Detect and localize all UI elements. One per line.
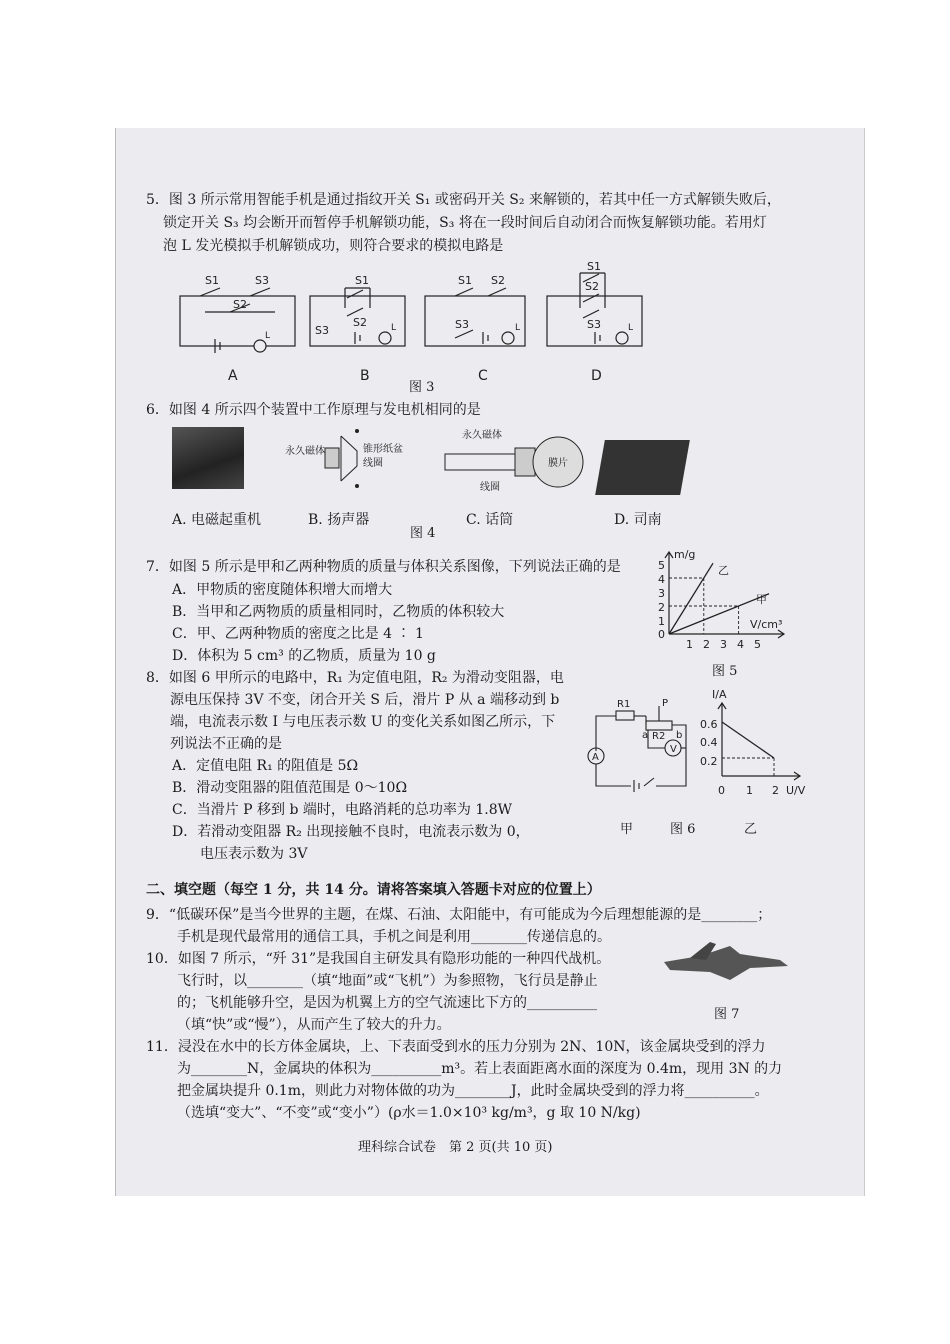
- q5-line2: 锁定开关 S₃ 均会断开而暂停手机解锁功能，S₃ 将在一段时间后自动闭合而恢复解锁功能。若用灯: [163, 215, 767, 231]
- q10-line1: 10．如图 7 所示，“歼 31”是我国自主研发具有隐形功能的一种四代战机。: [146, 951, 611, 967]
- figure-3-caption: 图 3: [409, 380, 435, 395]
- ammeter-symbol: A: [592, 752, 599, 763]
- q6-option-d: D. 司南: [614, 512, 662, 528]
- label-s2: S2: [233, 298, 247, 311]
- graph5-y-tick: 0: [658, 628, 665, 641]
- figure-5-caption: 图 5: [712, 664, 738, 679]
- graph6-x-tick: 0: [718, 784, 725, 797]
- label-lamp: L: [265, 331, 271, 341]
- q6-option-a: A. 电磁起重机: [172, 512, 262, 528]
- label-s2: S2: [491, 274, 505, 287]
- q6-stem: 6．如图 4 所示四个装置中工作原理与发电机相同的是: [146, 402, 481, 418]
- figure-6-caption: 图 6: [670, 822, 696, 837]
- q7-option-a: A．甲物质的密度随体积增大而增大: [172, 582, 393, 598]
- graph5-x-tick: 4: [737, 638, 744, 651]
- graph6-series-line: [722, 722, 774, 758]
- figure-5-graph: [652, 546, 792, 656]
- graph6-x-tick: 2: [772, 784, 779, 797]
- label-p: P: [662, 698, 669, 709]
- graph5-y-tick: 2: [658, 601, 665, 614]
- label-lamp: L: [391, 323, 397, 333]
- q11-line2: 为________N，金属块的体积为__________m³。若上表面距离水面的深度为 0.4m，现用 3N 的力: [177, 1061, 783, 1077]
- graph6-y-tick: 0.4: [700, 736, 718, 749]
- graph6-x-label: U/V: [786, 784, 806, 797]
- graph6-y-tick: 0.2: [700, 755, 718, 768]
- option-d: D: [591, 368, 602, 384]
- figure-7-caption: 图 7: [714, 1007, 740, 1022]
- label-lamp: L: [515, 323, 521, 333]
- label-r2: R2: [652, 731, 666, 742]
- label-s1: S1: [355, 274, 369, 287]
- label-b: b: [676, 730, 683, 741]
- q7-option-c: C．甲、乙两种物质的密度之比是 4 ∶ 1: [172, 626, 424, 642]
- q8-option-d-cont: 电压表示数为 3V: [200, 846, 308, 862]
- graph5-x-tick: 1: [686, 638, 693, 651]
- figure-6-caption-jia: 甲: [620, 822, 634, 837]
- graph5-series-yi: 乙: [718, 564, 729, 577]
- label-membrane: 膜片: [548, 458, 568, 469]
- figure-6-graph: [700, 688, 810, 800]
- label-s1: S1: [587, 260, 601, 273]
- graph5-y-tick: 5: [658, 559, 665, 572]
- label-s2: S2: [585, 280, 599, 293]
- q8-line1: 8．如图 6 甲所示的电路中，R₁ 为定值电阻，R₂ 为滑动变阻器，电: [146, 670, 564, 686]
- graph5-x-tick: 3: [720, 638, 727, 651]
- graph6-x-tick: 1: [746, 784, 753, 797]
- q9-line1: 9．“低碳环保”是当今世界的主题，在煤、石油、太阳能中，有可能成为今后理想能源的是________；: [146, 907, 772, 923]
- graph5-y-tick: 1: [658, 615, 665, 628]
- q11-line1: 11．浸没在水中的长方体金属块，上、下表面受到水的压力分别为 2N、10N，该金属块受到的浮力: [146, 1039, 766, 1055]
- compass-sinan-photo: [595, 440, 690, 495]
- graph5-series-line: [669, 563, 713, 634]
- label-s3: S3: [455, 318, 469, 331]
- label-mic-magnet: 永久磁体: [462, 430, 502, 441]
- label-mic-coil: 线圈: [480, 482, 500, 493]
- option-b: B: [360, 368, 370, 384]
- q5-line3: 泡 L 发光模拟手机解锁成功，则符合要求的模拟电路是: [163, 238, 504, 254]
- q10-line3: 的；飞机能够升空，是因为机翼上方的空气流速比下方的__________: [177, 995, 597, 1011]
- label-s1: S1: [458, 274, 472, 287]
- label-a: a: [642, 730, 649, 741]
- label-s3: S3: [587, 318, 601, 331]
- graph5-series-jia: 甲: [756, 593, 767, 606]
- q8-option-a: A．定值电阻 R₁ 的阻值是 5Ω: [172, 758, 359, 774]
- label-lamp: L: [628, 323, 634, 333]
- q11-line3: 把金属块提升 0.1m，则此力对物体做的功为________J，此时金属块受到的浮力将__________。: [177, 1083, 769, 1099]
- q10-line2: 飞行时，以________（填“地面”或“飞机”）为参照物，飞行员是静止: [177, 973, 598, 989]
- graph5-y-label: m/g: [674, 548, 696, 561]
- crane-magnet-photo: [172, 427, 244, 489]
- label-s1: S1: [205, 274, 219, 287]
- fighter-jet-photo: [660, 938, 790, 990]
- graph6-y-tick: 0.6: [700, 718, 718, 731]
- figure-3-circuits: [175, 260, 655, 390]
- label-s2: S2: [353, 316, 367, 329]
- q5-line1: 5．图 3 所示常用智能手机是通过指纹开关 S₁ 或密码开关 S₂ 来解锁的，若其中任一方式解锁失败后，: [146, 192, 781, 208]
- q7-stem: 7．如图 5 所示是甲和乙两种物质的质量与体积关系图像，下列说法正确的是: [146, 559, 621, 575]
- section-2-heading: 二、填空题（每空 1 分，共 14 分。请将答案填入答题卡对应的位置上）: [146, 882, 601, 898]
- figure-6-circuit: [586, 696, 696, 801]
- figure-6-caption-yi: 乙: [744, 822, 758, 837]
- q8-option-c: C．当滑片 P 移到 b 端时，电路消耗的总功率为 1.8W: [172, 802, 512, 818]
- graph5-y-tick: 3: [658, 587, 665, 600]
- graph5-x-tick: 2: [703, 638, 710, 651]
- page-footer: 理科综合试卷 第 2 页(共 10 页): [358, 1140, 553, 1155]
- q7-option-d: D．体积为 5 cm³ 的乙物质，质量为 10 g: [172, 648, 436, 664]
- q8-line2: 源电压保持 3V 不变，闭合开关 S 后，滑片 P 从 a 端移动到 b: [170, 692, 560, 708]
- q10-line4: （填“快”或“慢”），从而产生了较大的升力。: [177, 1017, 451, 1033]
- label-s3: S3: [315, 324, 329, 337]
- q8-line4: 列说法不正确的是: [170, 736, 282, 752]
- voltmeter-symbol: V: [670, 744, 677, 755]
- q8-option-b: B．滑动变阻器的阻值范围是 0～10Ω: [172, 780, 408, 796]
- label-coil: 线圈: [363, 458, 383, 469]
- speaker-diagram: [285, 426, 410, 491]
- option-c: C: [478, 368, 488, 384]
- label-s3: S3: [255, 274, 269, 287]
- q6-option-c: C. 话筒: [466, 512, 514, 528]
- q8-option-d: D．若滑动变阻器 R₂ 出现接触不良时，电流表示数为 0，: [172, 824, 530, 840]
- microphone-diagram: [440, 428, 590, 496]
- option-a: A: [228, 368, 238, 384]
- q7-option-b: B．当甲和乙两物质的质量相同时，乙物质的体积较大: [172, 604, 505, 620]
- graph5-x-label: V/cm³: [750, 618, 783, 631]
- q9-line2: 手机是现代最常用的通信工具，手机之间是利用________传递信息的。: [177, 929, 611, 945]
- figure-4-caption: 图 4: [410, 526, 436, 541]
- graph6-y-label: I/A: [712, 688, 727, 701]
- graph5-x-tick: 5: [754, 638, 761, 651]
- q11-line4: （选填“变大”、“不变”或“变小”）(ρ水＝1.0×10³ kg/m³，g 取 10 N/kg): [177, 1105, 641, 1121]
- q6-option-b: B. 扬声器: [308, 512, 370, 528]
- label-cone: 锥形纸盆: [363, 444, 403, 455]
- q8-line3: 端，电流表示数 I 与电压表示数 U 的变化关系如图乙所示，下: [170, 714, 556, 730]
- graph5-y-tick: 4: [658, 573, 665, 586]
- label-r1: R1: [617, 699, 631, 710]
- label-permanent-magnet: 永久磁体: [285, 446, 325, 457]
